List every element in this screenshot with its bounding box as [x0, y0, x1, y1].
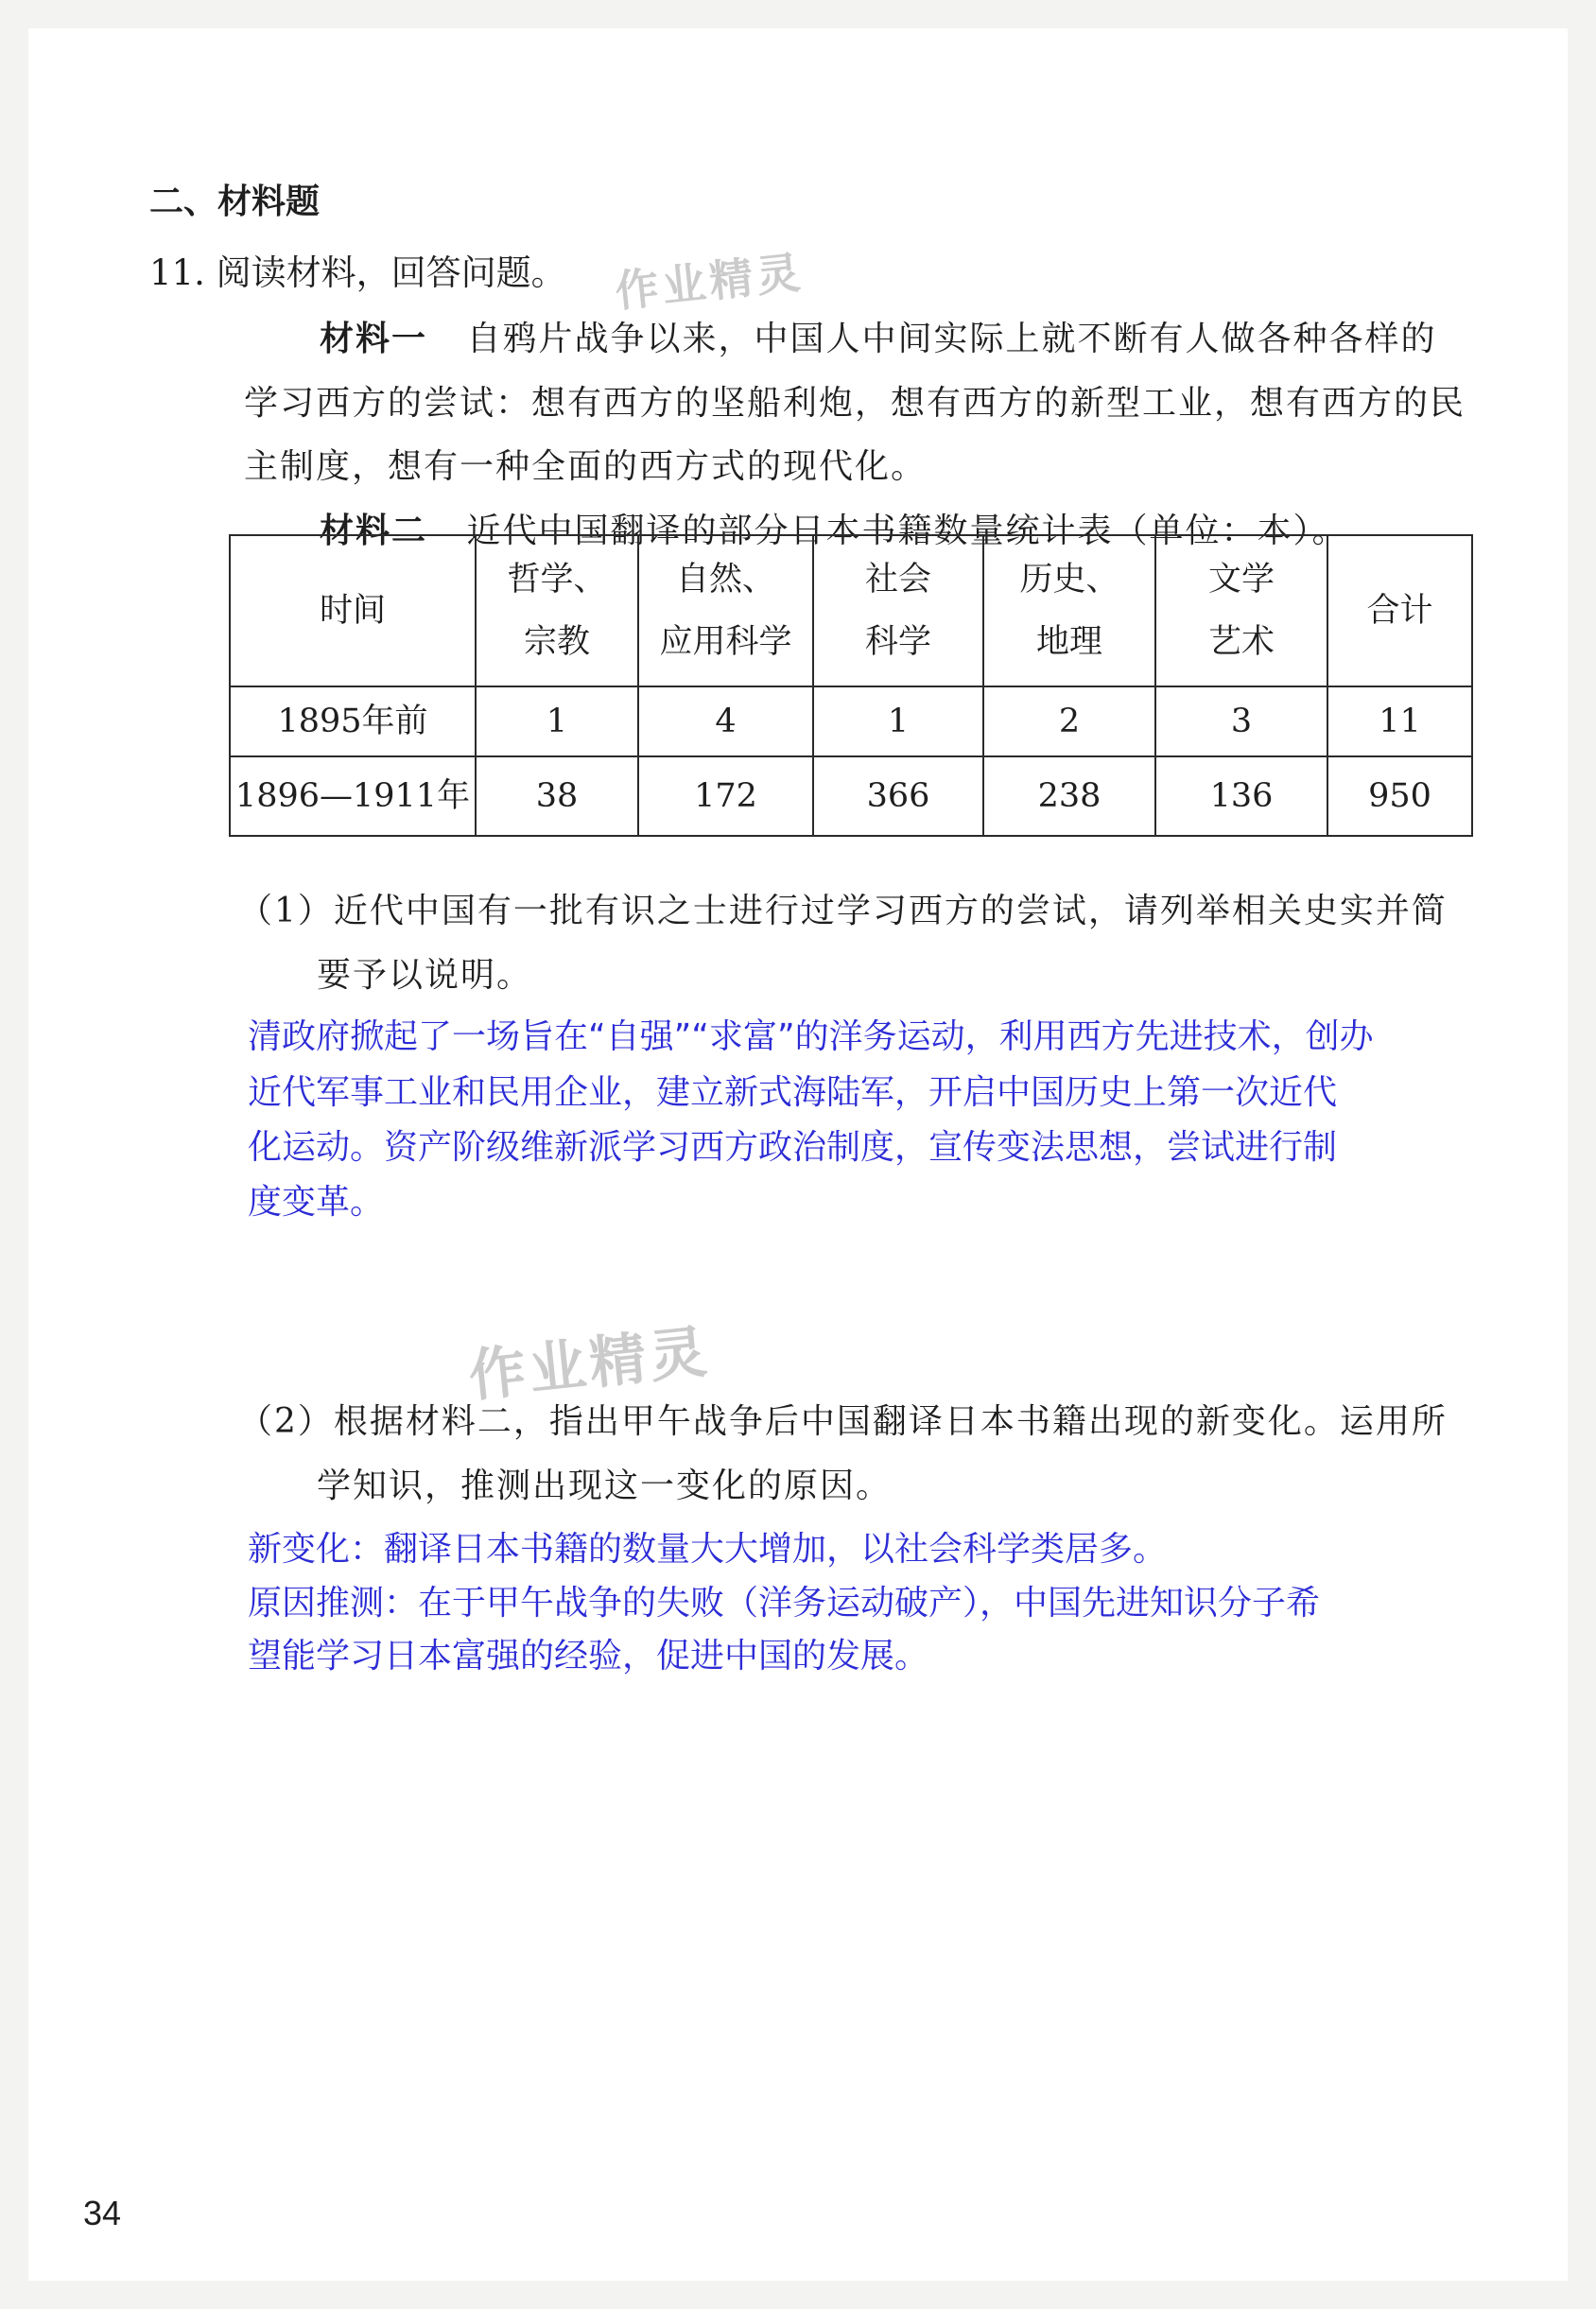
- header-science: 自然、 应用科学: [638, 535, 813, 686]
- table-cell: 1: [813, 686, 983, 756]
- header-time: 时间: [230, 535, 476, 686]
- table-cell: 1: [476, 686, 638, 756]
- material2-caption: 近代中国翻译的部分日本书籍数量统计表（单位：本）。: [466, 512, 1348, 550]
- table-cell: 1895年前: [230, 686, 476, 756]
- sub1-answer-line-3: 化运动。资产阶级维新派学习西方政治制度，宣传变法思想，尝试进行制: [248, 1128, 1338, 1167]
- table-cell: 136: [1155, 756, 1327, 836]
- table-cell: 3: [1155, 686, 1327, 756]
- table-cell: 2: [983, 686, 1155, 756]
- material1-text-1: 自鸦片战争以来，中国人中间实际上就不断有人做各种各样的: [466, 320, 1437, 358]
- sub2-question-line-2: 学知识，推测出现这一变化的原因。: [317, 1467, 893, 1505]
- book-stats-table: [229, 534, 1473, 837]
- page-number: 34: [83, 2194, 122, 2232]
- table-cell: 950: [1327, 756, 1472, 836]
- sub2-answer-line-3: 望能学习日本富强的经验，促进中国的发展。: [248, 1637, 929, 1675]
- section-title: 二、材料题: [149, 182, 321, 221]
- watermark-middle: 作业精灵: [465, 1318, 714, 1411]
- sub2-answer-line-1: 新变化：翻译日本书籍的数量大大增加，以社会科学类居多。: [248, 1530, 1168, 1569]
- question-title: 11. 阅读材料，回答问题。: [149, 252, 566, 293]
- sub1-answer-line-2: 近代军事工业和民用企业，建立新式海陆军，开启中国历史上第一次近代: [248, 1073, 1338, 1112]
- header-literature: 文学 艺术: [1155, 535, 1327, 686]
- material1-label: 材料一: [320, 320, 428, 358]
- table-cell: 172: [638, 756, 813, 836]
- material2-label: 材料二: [320, 512, 428, 550]
- watermark-top: 作业精灵: [613, 246, 807, 318]
- sub1-answer-line-1: 清政府掀起了一场旨在“自强”“求富”的洋务运动，利用西方先进技术，创办: [248, 1017, 1374, 1056]
- header-philosophy: 哲学、 宗教: [476, 535, 638, 686]
- sub2-answer-line-2: 原因推测：在于甲午战争的失败（洋务运动破产），中国先进知识分子希: [248, 1584, 1321, 1623]
- table-cell: 11: [1327, 686, 1472, 756]
- material1-line-3: 主制度，想有一种全面的西方式的现代化。: [244, 447, 928, 486]
- table-cell: 4: [638, 686, 813, 756]
- table-row: [230, 756, 1472, 836]
- table-cell: 238: [983, 756, 1155, 836]
- sub1-question-line-2: 要予以说明。: [317, 956, 533, 995]
- material1-line-2: 学习西方的尝试：想有西方的坚船利炮，想有西方的新型工业，想有西方的民: [244, 384, 1466, 423]
- sub1-answer-line-4: 度变革。: [248, 1183, 385, 1222]
- sub1-question-line-1: （1）近代中国有一批有识之士进行过学习西方的尝试，请列举相关史实并简: [238, 892, 1448, 930]
- table-cell: 1896—1911年: [230, 756, 476, 836]
- header-history: 历史、 地理: [983, 535, 1155, 686]
- table-cell: 366: [813, 756, 983, 836]
- header-social: 社会 科学: [813, 535, 983, 686]
- table-header-row: [230, 535, 1472, 686]
- header-total: 合计: [1327, 535, 1472, 686]
- table-row: [230, 686, 1472, 756]
- table-cell: 38: [476, 756, 638, 836]
- sub2-question-line-1: （2）根据材料二，指出甲午战争后中国翻译日本书籍出现的新变化。运用所: [238, 1402, 1448, 1441]
- material1-line-1: [320, 312, 1436, 360]
